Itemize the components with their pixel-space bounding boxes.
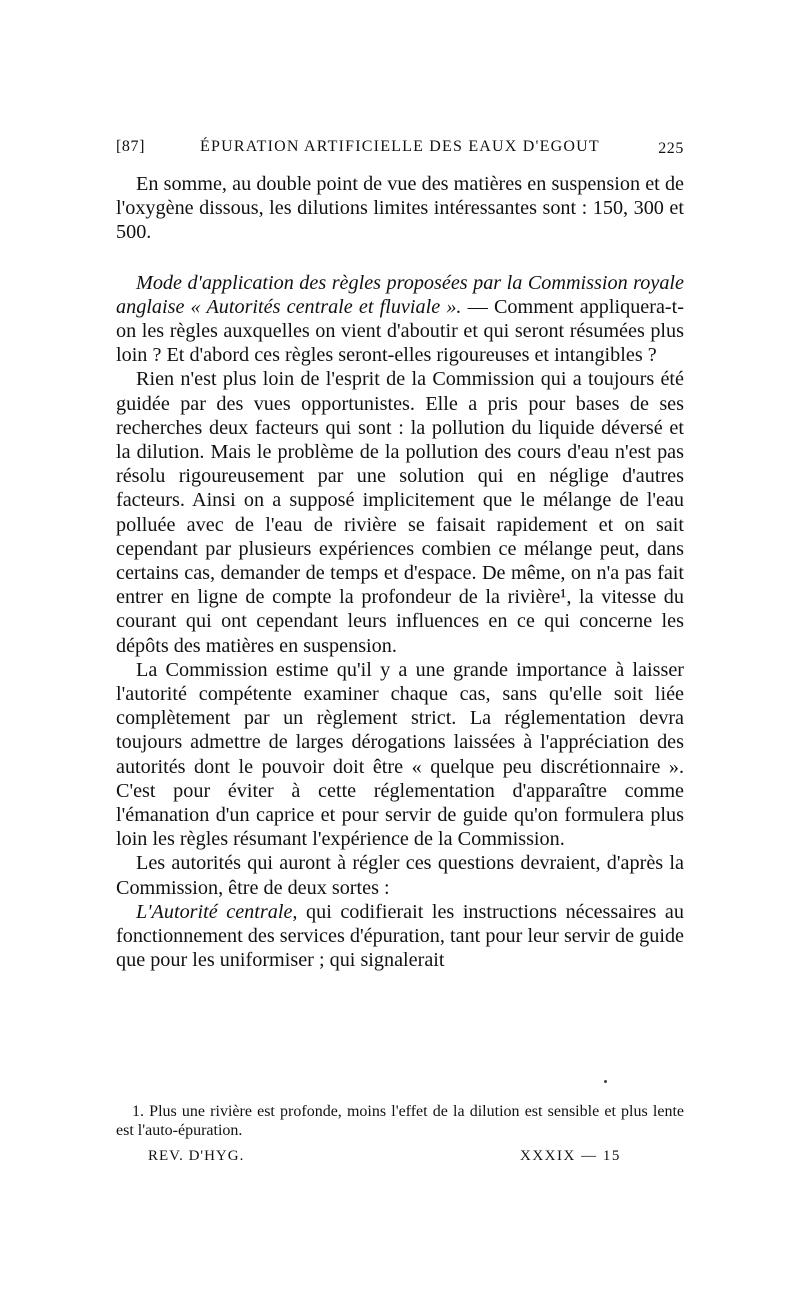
section-heading-italic: Mode d'application des règles proposées par la Commission royale anglaise « Autorités centrale et fluviale ». (116, 271, 684, 318)
paragraph-section-heading (116, 271, 684, 368)
signature-volume: XXXIX — 15 (520, 1148, 621, 1164)
term-italic: L'Autorité centrale, (136, 900, 298, 923)
paragraph-text: qui codifierait les instructions nécessaires au fonctionnement des services d'épuration, tant pour leur servir de guide que pour les uniformiser ; qui signalerait (116, 900, 684, 972)
main-text (116, 172, 684, 973)
page-number: 225 (658, 140, 684, 157)
paragraph: En somme, au double point de vue des matières en suspension et de l'oxygène dissous, les dilutions limites intéressantes sont : 150, 300 et 500. (116, 173, 684, 244)
paragraph-gap (116, 245, 684, 271)
separator-dot (604, 1080, 607, 1083)
printer-signature (116, 1148, 684, 1172)
header-title: ÉPURATION ARTIFICIELLE DES EAUX D'EGOUT (200, 138, 600, 155)
footnote (116, 1102, 684, 1140)
paragraph: Rien n'est plus loin de l'esprit de la Commission qui a toujours été guidée par des vues opportunistes. Elle a pris pour bases de ses recherches deux facteurs qui sont : la pollution du liquide déversé et la dilution. Mais le problème de la pollution des cours d'eau n'est pas résolu rigoureusement par une solution qui en néglige d'autres facteurs. Ainsi on a supposé implicitement que le mélange de l'eau polluée avec de l'eau de rivière se faisait rapidement et on sait cependant par plusieurs expériences combien ce mélange peut, dans certains cas, demander de temps et d'espace. De même, on n'a pas fait entrer en ligne de compte la profondeur de la rivière¹, la vitesse du courant qui ont cependant leurs influences en ce qui concerne les dépôts des matières en suspension. (116, 368, 684, 657)
header-section-number: [87] (116, 138, 146, 155)
paragraph: La Commission estime qu'il y a une grande importance à laisser l'autorité compétente examiner chaque cas, sans qu'elle soit liée complètement par un règlement strict. La réglementation devra toujours admettre de larges dérogations laissées à l'appréciation des autorités dont le pouvoir doit être « quelque peu discrétionnaire ». C'est pour éviter à cette réglementation d'apparaître comme l'émanation d'un caprice et pour servir de guide qu'on formulera plus loin les règles résumant l'expérience de la Commission. (116, 658, 684, 851)
paragraph: Les autorités qui auront à régler ces questions devraient, d'après la Commission, être de deux sortes : (116, 852, 684, 899)
footnote-text: 1. Plus une rivière est profonde, moins l'effet de la dilution est sensible et plus lente est l'auto-épuration. (116, 1103, 684, 1139)
signature-journal: REV. D'HYG. (148, 1148, 245, 1164)
paragraph (116, 900, 684, 973)
running-header (116, 138, 684, 164)
paragraph-text: — Comment appliquera-t-on les règles auxquelles on vient d'aboutir et qui seront résumées plus loin ? Et d'abord ces règles seront-elles rigoureuses et intangibles ? (116, 295, 684, 367)
